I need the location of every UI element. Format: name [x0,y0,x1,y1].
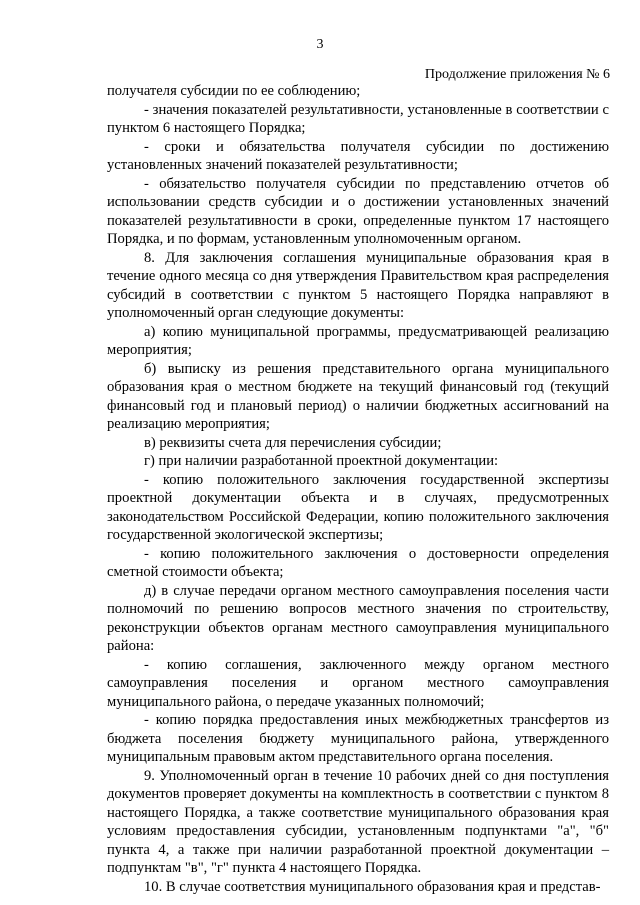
paragraph: г) при наличии разработанной проектной документации: [144,453,499,469]
paragraph: б) выписку из решения представительного органа муниципального образования края о местном бюджете на текущий финансовый год (текущий финансовый год и плановый период) о наличии бюджетных ассигнований на реализацию мероприятия; [107,360,609,432]
paragraph: 10. В случае соответствия муниципального образования края и представ- [144,878,601,895]
paragraph: - копию соглашения, заключенного между органом местного самоуправления поселения и органом местного самоуправления муниципального района, о передаче указанных полномочий; [107,656,609,710]
paragraph: - копию порядка предоставления иных межбюджетных трансфертов из бюджета поселения бюджету муниципального района, утвержденного муниципальным правовым актом представительного органа поселения. [107,712,609,765]
paragraph: - обязательство получателя субсидии по представлению отчетов об использовании средств субсидии и о достижении установленных значений показателей результативности в сроки, определенные пунктом 17 настоящего Порядка, и по формам, установленным уполномоченным органом. [107,175,609,247]
paragraph: - копию положительного заключения о достоверности определения сметной стоимости объекта; [107,545,609,580]
paragraph: получателя субсидии по ее соблюдению; [107,83,361,99]
paragraph: - копию положительного заключения государственной экспертизы проектной документации объекта и в случаях, предусмотренных законодательством Российской Федерации, копию положительного заключения государственной экологической экспертизы; [107,471,609,543]
paragraph: а) копию муниципальной программы, предусматривающей реализацию мероприятия; [107,323,609,358]
paragraph: - сроки и обязательства получателя субсидии по достижению установленных значений показателей результативности; [107,138,609,173]
paragraph: д) в случае передачи органом местного самоуправления поселения части полномочий по решению вопросов местного значения по строительству, реконструкции объектов органам местного самоуправления муниципального района: [107,582,609,654]
paragraph: 9. Уполномоченный орган в течение 10 рабочих дней со дня поступления документов проверяет документы на комплектность в соответствии с пунктом 8 настоящего Порядка, а также соответствие муниципального образования края условиям предоставления субсидии, установленным подпунктами "а", "б" пункта 4, а также при наличии разработанной проектной документации – подпунктам "в", "г" пункта 4 настоящего Порядка. [107,767,609,876]
paragraph: в) реквизиты счета для перечисления субсидии; [144,434,442,451]
page-number: 3 [316,37,324,52]
document-body [107,82,609,896]
paragraph: - значения показателей результативности, установленные в соответствии с пунктом 6 настоящего Порядка; [107,101,609,136]
continuation-label: Продолжение приложения № 6 [424,67,610,82]
paragraph: 8. Для заключения соглашения муниципальные образования края в течение одного месяца со дня утверждения Правительством края распределения субсидий в соответствии с пунктом 5 настоящего Порядка направляют в уполномоченный орган следующие документы: [107,249,609,321]
